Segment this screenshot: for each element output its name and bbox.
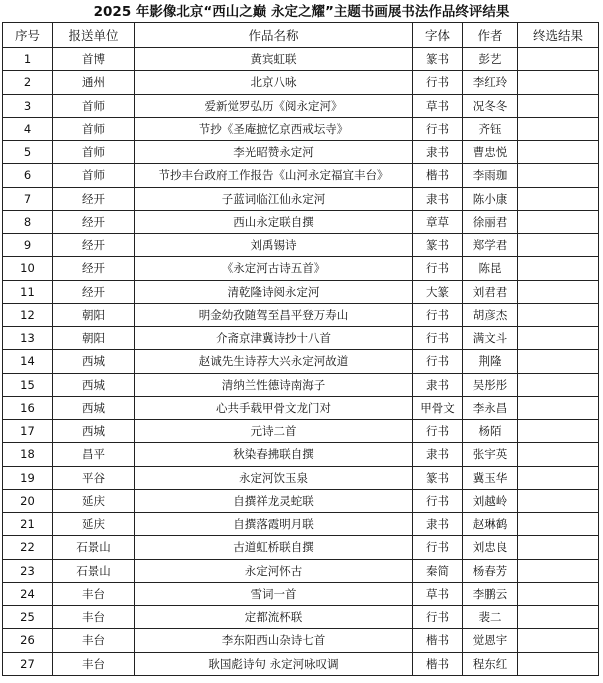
cell-script: 篆书 xyxy=(413,234,463,257)
table-row xyxy=(3,141,599,164)
cell-unit: 西城 xyxy=(53,396,135,419)
table-row xyxy=(3,466,599,489)
table-row xyxy=(3,327,599,350)
cell-author: 李雨珈 xyxy=(463,164,518,187)
cell-result xyxy=(518,582,599,605)
table-row xyxy=(3,164,599,187)
table-row xyxy=(3,373,599,396)
header-result: 终选结果 xyxy=(518,23,599,48)
cell-author: 满文斗 xyxy=(463,327,518,350)
cell-result xyxy=(518,373,599,396)
cell-unit: 首师 xyxy=(53,117,135,140)
cell-seq: 3 xyxy=(3,94,53,117)
header-unit: 报送单位 xyxy=(53,23,135,48)
cell-author: 吴彤彤 xyxy=(463,373,518,396)
cell-author: 彭艺 xyxy=(463,48,518,71)
cell-unit: 经开 xyxy=(53,187,135,210)
table-row xyxy=(3,303,599,326)
header-author: 作者 xyxy=(463,23,518,48)
cell-work: 李光昭赞永定河 xyxy=(135,141,413,164)
cell-work: 永定河怀古 xyxy=(135,559,413,582)
cell-unit: 西城 xyxy=(53,350,135,373)
table-row xyxy=(3,606,599,629)
table-row xyxy=(3,489,599,512)
cell-work: 心共手载甲骨文龙门对 xyxy=(135,396,413,419)
cell-result xyxy=(518,48,599,71)
cell-seq: 1 xyxy=(3,48,53,71)
cell-seq: 19 xyxy=(3,466,53,489)
cell-result xyxy=(518,420,599,443)
cell-author: 冀玉华 xyxy=(463,466,518,489)
cell-result xyxy=(518,141,599,164)
cell-script: 行书 xyxy=(413,71,463,94)
results-table xyxy=(2,22,599,676)
cell-result xyxy=(518,257,599,280)
cell-script: 篆书 xyxy=(413,48,463,71)
cell-unit: 丰台 xyxy=(53,606,135,629)
cell-script: 行书 xyxy=(413,257,463,280)
cell-result xyxy=(518,303,599,326)
cell-work: 子蓝词临江仙永定河 xyxy=(135,187,413,210)
cell-seq: 4 xyxy=(3,117,53,140)
cell-author: 张宇英 xyxy=(463,443,518,466)
table-row xyxy=(3,210,599,233)
cell-work: 清纳兰性德诗南海子 xyxy=(135,373,413,396)
cell-unit: 丰台 xyxy=(53,582,135,605)
cell-author: 李红玲 xyxy=(463,71,518,94)
cell-unit: 西城 xyxy=(53,373,135,396)
cell-unit: 通州 xyxy=(53,71,135,94)
cell-script: 行书 xyxy=(413,420,463,443)
cell-script: 隶书 xyxy=(413,373,463,396)
cell-script: 篆书 xyxy=(413,466,463,489)
cell-work: 节抄丰台政府工作报告《山河永定福宜丰台》 xyxy=(135,164,413,187)
cell-seq: 13 xyxy=(3,327,53,350)
cell-work: 爱新觉罗弘历《阅永定河》 xyxy=(135,94,413,117)
cell-unit: 经开 xyxy=(53,280,135,303)
cell-author: 郑学君 xyxy=(463,234,518,257)
table-row xyxy=(3,652,599,675)
cell-author: 觉恩宇 xyxy=(463,629,518,652)
cell-seq: 17 xyxy=(3,420,53,443)
cell-script: 甲骨文 xyxy=(413,396,463,419)
cell-author: 曹忠悦 xyxy=(463,141,518,164)
cell-unit: 石景山 xyxy=(53,559,135,582)
cell-seq: 22 xyxy=(3,536,53,559)
table-row xyxy=(3,420,599,443)
cell-result xyxy=(518,443,599,466)
table-row xyxy=(3,443,599,466)
cell-work: 自撰落霞明月联 xyxy=(135,513,413,536)
cell-unit: 朝阳 xyxy=(53,327,135,350)
cell-seq: 2 xyxy=(3,71,53,94)
cell-script: 隶书 xyxy=(413,513,463,536)
cell-seq: 23 xyxy=(3,559,53,582)
cell-script: 大篆 xyxy=(413,280,463,303)
cell-unit: 石景山 xyxy=(53,536,135,559)
cell-work: 明金幼孜随驾至昌平登万寿山 xyxy=(135,303,413,326)
cell-unit: 首师 xyxy=(53,94,135,117)
table-row xyxy=(3,582,599,605)
cell-seq: 16 xyxy=(3,396,53,419)
table-row xyxy=(3,559,599,582)
table-row xyxy=(3,257,599,280)
table-body xyxy=(3,48,599,676)
cell-script: 秦简 xyxy=(413,559,463,582)
cell-script: 隶书 xyxy=(413,141,463,164)
cell-seq: 5 xyxy=(3,141,53,164)
cell-seq: 14 xyxy=(3,350,53,373)
cell-author: 陈小康 xyxy=(463,187,518,210)
table-row xyxy=(3,280,599,303)
cell-seq: 12 xyxy=(3,303,53,326)
cell-seq: 8 xyxy=(3,210,53,233)
cell-script: 隶书 xyxy=(413,187,463,210)
cell-seq: 18 xyxy=(3,443,53,466)
cell-work: 西山永定联自撰 xyxy=(135,210,413,233)
cell-unit: 丰台 xyxy=(53,652,135,675)
table-row xyxy=(3,350,599,373)
table-row xyxy=(3,71,599,94)
cell-author: 徐丽君 xyxy=(463,210,518,233)
cell-result xyxy=(518,559,599,582)
cell-unit: 延庆 xyxy=(53,489,135,512)
cell-work: 秋染春拂联自撰 xyxy=(135,443,413,466)
table-row xyxy=(3,234,599,257)
cell-seq: 11 xyxy=(3,280,53,303)
cell-script: 楷书 xyxy=(413,164,463,187)
cell-unit: 经开 xyxy=(53,210,135,233)
cell-seq: 25 xyxy=(3,606,53,629)
cell-work: 雪词一首 xyxy=(135,582,413,605)
table-row xyxy=(3,94,599,117)
cell-seq: 21 xyxy=(3,513,53,536)
cell-result xyxy=(518,117,599,140)
cell-script: 隶书 xyxy=(413,443,463,466)
cell-author: 刘君君 xyxy=(463,280,518,303)
cell-author: 况冬冬 xyxy=(463,94,518,117)
cell-author: 赵琳鹤 xyxy=(463,513,518,536)
cell-unit: 昌平 xyxy=(53,443,135,466)
cell-script: 楷书 xyxy=(413,629,463,652)
cell-unit: 首师 xyxy=(53,141,135,164)
cell-script: 行书 xyxy=(413,489,463,512)
cell-script: 行书 xyxy=(413,606,463,629)
cell-script: 行书 xyxy=(413,327,463,350)
cell-work: 《永定河古诗五首》 xyxy=(135,257,413,280)
header-row xyxy=(3,23,599,48)
cell-result xyxy=(518,187,599,210)
cell-work: 古道虹桥联自撰 xyxy=(135,536,413,559)
cell-result xyxy=(518,513,599,536)
cell-unit: 首师 xyxy=(53,164,135,187)
cell-seq: 20 xyxy=(3,489,53,512)
cell-author: 陈昆 xyxy=(463,257,518,280)
cell-author: 程东红 xyxy=(463,652,518,675)
cell-result xyxy=(518,350,599,373)
table-row xyxy=(3,117,599,140)
cell-script: 行书 xyxy=(413,536,463,559)
table-row xyxy=(3,513,599,536)
cell-result xyxy=(518,210,599,233)
cell-work: 北京八咏 xyxy=(135,71,413,94)
cell-work: 清乾隆诗阅永定河 xyxy=(135,280,413,303)
cell-result xyxy=(518,606,599,629)
cell-work: 元诗二首 xyxy=(135,420,413,443)
cell-seq: 24 xyxy=(3,582,53,605)
cell-author: 杨陌 xyxy=(463,420,518,443)
cell-work: 耿国彪诗句 永定河咏叹调 xyxy=(135,652,413,675)
cell-work: 刘禹锡诗 xyxy=(135,234,413,257)
cell-seq: 27 xyxy=(3,652,53,675)
cell-result xyxy=(518,71,599,94)
cell-result xyxy=(518,234,599,257)
cell-result xyxy=(518,652,599,675)
cell-author: 李永昌 xyxy=(463,396,518,419)
cell-unit: 延庆 xyxy=(53,513,135,536)
table-header xyxy=(3,23,599,48)
table-row xyxy=(3,48,599,71)
cell-work: 介斋京津冀诗抄十八首 xyxy=(135,327,413,350)
cell-author: 荆隆 xyxy=(463,350,518,373)
cell-result xyxy=(518,280,599,303)
cell-unit: 首博 xyxy=(53,48,135,71)
cell-script: 行书 xyxy=(413,117,463,140)
cell-seq: 7 xyxy=(3,187,53,210)
cell-result xyxy=(518,327,599,350)
table-row xyxy=(3,396,599,419)
cell-seq: 15 xyxy=(3,373,53,396)
cell-seq: 10 xyxy=(3,257,53,280)
cell-work: 赵诚先生诗荐大兴永定河故道 xyxy=(135,350,413,373)
cell-script: 草书 xyxy=(413,94,463,117)
cell-seq: 9 xyxy=(3,234,53,257)
header-work: 作品名称 xyxy=(135,23,413,48)
cell-unit: 经开 xyxy=(53,234,135,257)
cell-work: 节抄《圣庵摭忆京西戒坛寺》 xyxy=(135,117,413,140)
cell-author: 杨春芳 xyxy=(463,559,518,582)
cell-unit: 丰台 xyxy=(53,629,135,652)
cell-unit: 西城 xyxy=(53,420,135,443)
cell-seq: 26 xyxy=(3,629,53,652)
cell-script: 草书 xyxy=(413,582,463,605)
cell-work: 李东阳西山杂诗七首 xyxy=(135,629,413,652)
table-row xyxy=(3,187,599,210)
cell-unit: 平谷 xyxy=(53,466,135,489)
cell-author: 裴二 xyxy=(463,606,518,629)
cell-script: 章草 xyxy=(413,210,463,233)
cell-script: 行书 xyxy=(413,350,463,373)
header-seq: 序号 xyxy=(3,23,53,48)
cell-script: 行书 xyxy=(413,303,463,326)
table-row xyxy=(3,629,599,652)
cell-result xyxy=(518,466,599,489)
cell-unit: 朝阳 xyxy=(53,303,135,326)
cell-work: 定都流杯联 xyxy=(135,606,413,629)
cell-result xyxy=(518,629,599,652)
cell-result xyxy=(518,396,599,419)
cell-script: 楷书 xyxy=(413,652,463,675)
cell-result xyxy=(518,489,599,512)
header-script: 字体 xyxy=(413,23,463,48)
cell-work: 永定河饮玉泉 xyxy=(135,466,413,489)
cell-result xyxy=(518,536,599,559)
cell-work: 自撰祥龙灵蛇联 xyxy=(135,489,413,512)
cell-result xyxy=(518,164,599,187)
cell-result xyxy=(518,94,599,117)
cell-author: 李鹏云 xyxy=(463,582,518,605)
cell-author: 刘越岭 xyxy=(463,489,518,512)
table-row xyxy=(3,536,599,559)
document-title: 2025 年影像北京“西山之巅 永定之耀”主题书画展书法作品终评结果 xyxy=(93,4,510,20)
cell-author: 胡彦杰 xyxy=(463,303,518,326)
cell-author: 齐钰 xyxy=(463,117,518,140)
cell-author: 刘忠良 xyxy=(463,536,518,559)
cell-work: 黄宾虹联 xyxy=(135,48,413,71)
cell-unit: 经开 xyxy=(53,257,135,280)
cell-seq: 6 xyxy=(3,164,53,187)
